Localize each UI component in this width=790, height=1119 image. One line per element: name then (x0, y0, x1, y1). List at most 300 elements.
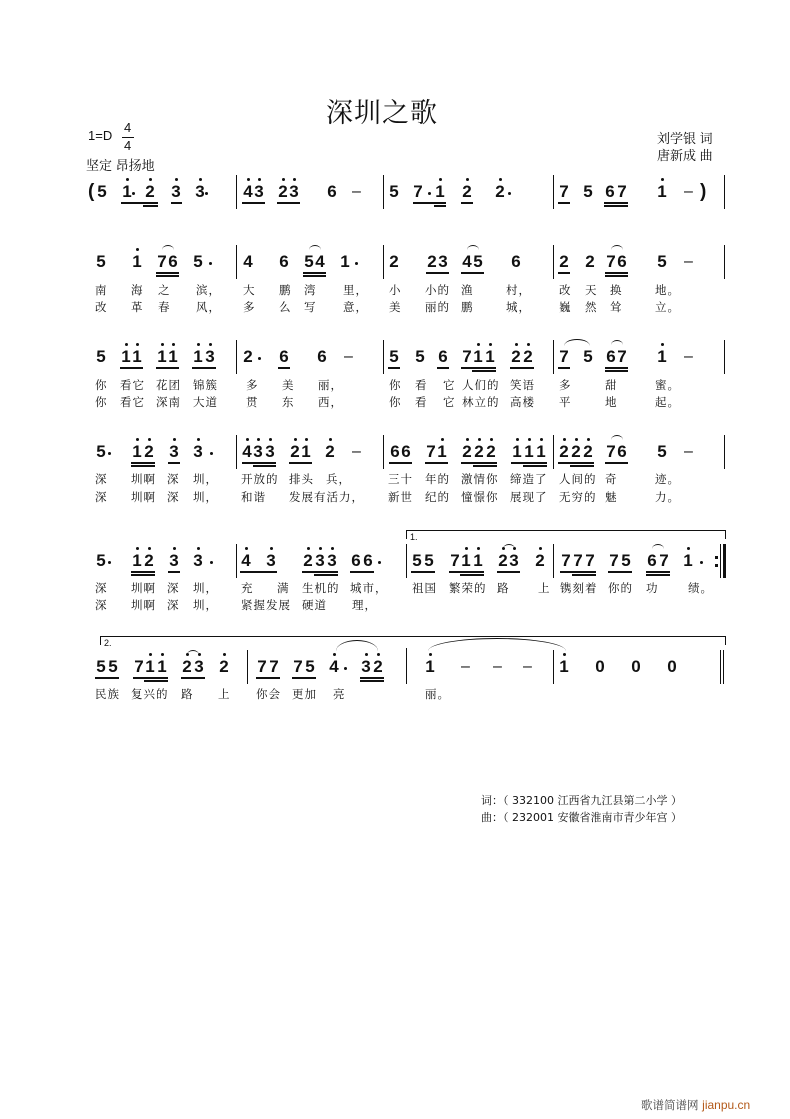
note: 5 (305, 657, 315, 676)
underline-beam (131, 571, 155, 573)
note: 2 (585, 252, 595, 271)
underline-beam (437, 367, 449, 369)
bar-line (724, 175, 725, 209)
note: 5 (657, 252, 667, 271)
augmentation-dot (344, 667, 347, 670)
octave-dot (197, 438, 200, 441)
lyric-syllable: 功 (646, 581, 659, 595)
lyric-syllable: 民族 (95, 687, 120, 701)
note: 5 (193, 252, 203, 271)
lyric-syllable: 圳， (193, 472, 218, 486)
note: 1 (131, 348, 143, 366)
lyric-syllable: 憧憬你 (461, 490, 499, 504)
underline-beam (133, 677, 168, 679)
note: 1 (484, 348, 496, 366)
tie-slur (611, 245, 623, 250)
octave-dot (246, 438, 249, 441)
note: 2 (218, 658, 230, 676)
note: 3 (288, 183, 300, 201)
lyric-syllable: 美 (282, 378, 295, 392)
note: 2 (558, 443, 570, 461)
note: 1 (131, 443, 143, 461)
lyric-syllable: 和谐 (241, 490, 266, 504)
underline-beam (120, 367, 143, 369)
note: 1 (424, 658, 436, 676)
lyric-syllable: 丽的 (425, 300, 450, 314)
underline-beam (523, 465, 547, 467)
key-signature: 1=D (88, 128, 113, 143)
note: 3 (264, 443, 276, 461)
note: 2 (473, 443, 485, 461)
dash-sustain: – (352, 443, 361, 460)
lyric-syllable: 兵， (326, 472, 351, 486)
octave-dot (319, 547, 322, 550)
note: 7 (450, 551, 460, 570)
volta-label-1: 1. (410, 532, 418, 542)
octave-dot (661, 178, 664, 181)
note: 5 (389, 182, 399, 201)
underline-beam (570, 465, 594, 467)
note: 1 (682, 552, 694, 570)
lyric-syllable: 风， (196, 300, 221, 314)
lyric-syllable: 繁荣的 (449, 581, 487, 595)
octave-dot (661, 343, 664, 346)
watermark (641, 1097, 750, 1113)
bar-line (236, 175, 237, 209)
lyric-syllable: 看 (415, 378, 428, 392)
lyric-syllable: 锦簇 (193, 378, 218, 392)
lyric-syllable: 复兴的 (131, 687, 169, 701)
note: 2 (582, 443, 594, 461)
underline-beam (449, 571, 484, 573)
volta-bracket-2 (100, 636, 726, 645)
note: 2 (144, 183, 156, 201)
bar-line (553, 175, 554, 209)
note: 7 (134, 657, 144, 676)
lyric-syllable: 绩。 (688, 581, 713, 595)
note: 3 (438, 252, 448, 271)
lyric-syllable: 紧握发展 (241, 598, 291, 612)
lyric-syllable: 路 (497, 581, 510, 595)
octave-dot (294, 438, 297, 441)
note: 0 (667, 657, 677, 676)
octave-dot (245, 547, 248, 550)
note: 2 (302, 552, 314, 570)
time-signature-top: 4 (124, 120, 132, 135)
octave-dot (575, 438, 578, 441)
note: 5 (96, 657, 106, 676)
note: 7 (617, 347, 627, 366)
lyric-syllable: 里， (343, 283, 368, 297)
octave-dot (223, 653, 226, 656)
note: 3 (314, 552, 326, 570)
note: 1 (156, 348, 168, 366)
octave-dot (539, 547, 542, 550)
underline-beam (144, 680, 168, 682)
note: 1 (472, 348, 484, 366)
lyric-syllable: 写 (304, 300, 317, 314)
note: 7 (559, 347, 569, 366)
note: 6 (279, 347, 289, 366)
lyric-syllable: 平 (559, 395, 572, 409)
note: 6 (617, 252, 627, 271)
note: 6 (511, 252, 521, 271)
lyric-syllable: 圳， (193, 490, 218, 504)
bar-line (553, 245, 554, 279)
augmentation-dot (378, 561, 381, 564)
lyric-syllable: 上 (538, 581, 551, 595)
octave-dot (587, 438, 590, 441)
octave-dot (439, 178, 442, 181)
dash-sustain: – (684, 183, 693, 200)
underline-beam (360, 677, 384, 679)
octave-dot (282, 178, 285, 181)
lyric-syllable: 改 (559, 283, 572, 297)
lyric-syllable: 海 (131, 283, 144, 297)
lyric-syllable: 看它 (120, 395, 145, 409)
lyric-syllable: 年的 (425, 472, 450, 486)
note: 0 (595, 657, 605, 676)
lyric-syllable: 圳啊 (131, 598, 156, 612)
octave-dot (528, 438, 531, 441)
watermark-url: jianpu.cn (702, 1098, 751, 1112)
note: 5 (96, 442, 106, 461)
lyric-syllable: 然 (585, 300, 598, 314)
underline-beam (303, 272, 326, 274)
underline-beam (143, 205, 158, 207)
augmentation-dot (132, 192, 135, 195)
lyric-syllable: 村， (506, 283, 531, 297)
octave-dot (199, 178, 202, 181)
lyric-syllable: 鹏 (461, 300, 474, 314)
note: 2 (243, 347, 253, 366)
underline-beam (472, 370, 496, 372)
lyric-syllable: 多 (243, 300, 256, 314)
note: 7 (561, 551, 571, 570)
note: 1 (144, 658, 156, 676)
octave-dot (477, 343, 480, 346)
note: 5 (473, 252, 483, 271)
note: 2 (510, 348, 522, 366)
octave-dot (563, 653, 566, 656)
lyric-syllable: 高楼 (510, 395, 535, 409)
lyric-syllable: 丽。 (425, 687, 450, 701)
underline-beam (604, 205, 628, 207)
bar-line (383, 340, 384, 374)
underline-beam (560, 571, 596, 573)
lyric-syllable: 南 (95, 283, 108, 297)
lyric-syllable: 城市， (350, 581, 388, 595)
underline-beam (192, 367, 216, 369)
underline-beam (181, 677, 205, 679)
underline-beam (253, 465, 276, 467)
lyric-syllable: 圳， (193, 581, 218, 595)
lyric-syllable: 深 (95, 490, 108, 504)
underline-beam (131, 462, 155, 464)
augmentation-dot (210, 561, 213, 564)
note: 6 (605, 182, 615, 201)
octave-dot (293, 178, 296, 181)
note: 7 (157, 252, 167, 271)
lyric-syllable: 大 (243, 283, 256, 297)
lyric-syllable: 城， (506, 300, 531, 314)
lyric-syllable: 更加 (292, 687, 317, 701)
underline-beam (95, 677, 119, 679)
octave-dot (148, 438, 151, 441)
octave-dot (329, 438, 332, 441)
note: 6 (438, 347, 448, 366)
note: 3 (508, 552, 520, 570)
octave-dot (377, 653, 380, 656)
lyric-syllable: 它 (443, 378, 456, 392)
underline-beam (434, 205, 446, 207)
lyric-syllable: 奇 (605, 472, 618, 486)
dash-sustain: – (352, 183, 361, 200)
note: 4 (241, 443, 253, 461)
underline-beam (497, 571, 520, 573)
lyric-syllable: 深 (167, 472, 180, 486)
bar-line (236, 544, 237, 578)
lyric-syllable: 展现了 (510, 490, 548, 504)
octave-dot (465, 547, 468, 550)
underline-beam (388, 367, 400, 369)
octave-dot (197, 343, 200, 346)
note: 7 (559, 182, 569, 201)
lyric-syllable: 发展有活力， (289, 490, 364, 504)
lyric-syllable: 无穷的 (559, 490, 597, 504)
underline-beam (240, 571, 277, 573)
note: 7 (257, 657, 267, 676)
octave-dot (365, 653, 368, 656)
augmentation-dot (428, 192, 431, 195)
note: 6 (647, 551, 657, 570)
dash-sustain: – (523, 658, 532, 675)
note: 4 (315, 252, 325, 271)
lyric-syllable: 你 (95, 378, 108, 392)
lyric-syllable: 生机的 (302, 581, 340, 595)
note: 7 (573, 551, 583, 570)
underline-beam (278, 367, 290, 369)
lyric-syllable: 深 (95, 581, 108, 595)
lyric-syllable: 满 (277, 581, 290, 595)
lyric-syllable: 上 (218, 687, 231, 701)
note: 5 (96, 551, 106, 570)
dash-sustain: – (461, 658, 470, 675)
lyric-syllable: 路 (181, 687, 194, 701)
lyric-syllable: 缔造了 (510, 472, 548, 486)
underline-beam (277, 202, 300, 204)
bar-line (383, 435, 384, 469)
octave-dot (148, 547, 151, 550)
tie-slur (652, 544, 664, 549)
bar-line (724, 435, 725, 469)
lyric-syllable: 深 (167, 598, 180, 612)
note: 1 (472, 552, 484, 570)
note: 3 (204, 348, 216, 366)
note: 1 (535, 443, 547, 461)
octave-dot (209, 343, 212, 346)
dash-sustain: – (684, 253, 693, 270)
note: 1 (523, 443, 535, 461)
underline-beam (558, 202, 570, 204)
note: 7 (293, 657, 303, 676)
watermark-site-name: 歌谱简谱网 (641, 1098, 699, 1112)
lyric-syllable: 看 (415, 395, 428, 409)
lyric-syllable: 深 (167, 490, 180, 504)
lyric-syllable: 亮 (333, 687, 346, 701)
note: 1 (192, 348, 204, 366)
lyric-syllable: 春 (158, 300, 171, 314)
underline-beam (302, 571, 338, 573)
note: 5 (412, 551, 422, 570)
note: 6 (327, 182, 337, 201)
augmentation-dot (210, 452, 213, 455)
note: 1 (558, 658, 570, 676)
note: 4 (462, 252, 472, 271)
note: 5 (108, 657, 118, 676)
note: 6 (317, 347, 327, 366)
lyric-syllable: 湾 (304, 283, 317, 297)
tie-slur (162, 245, 174, 250)
lyric-syllable: 地。 (655, 283, 680, 297)
lyric-syllable: 滨， (196, 283, 221, 297)
octave-dot (270, 547, 273, 550)
underline-beam (608, 571, 632, 573)
note: 3 (252, 443, 264, 461)
octave-dot (257, 438, 260, 441)
note: 2 (485, 443, 497, 461)
note: 1 (121, 183, 133, 201)
lyric-syllable: 鹏 (279, 283, 292, 297)
lyric-syllable: 圳啊 (131, 472, 156, 486)
lyric-syllable: 巍 (559, 300, 572, 314)
note: 6 (279, 252, 289, 271)
note: 5 (415, 347, 425, 366)
lyric-syllable: 林立的 (462, 395, 500, 409)
note: 1 (340, 252, 350, 271)
note: 1 (131, 253, 143, 271)
lyric-syllable: 你 (389, 378, 402, 392)
close-paren: ) (700, 181, 707, 202)
note: 2 (534, 552, 546, 570)
note: 2 (497, 552, 509, 570)
underline-beam (360, 680, 384, 682)
lyric-syllable: 圳啊 (131, 581, 156, 595)
note: 7 (269, 657, 279, 676)
note: 3 (168, 443, 180, 461)
octave-dot (175, 178, 178, 181)
note: 3 (326, 552, 338, 570)
note: 6 (390, 442, 400, 461)
bar-line (247, 650, 248, 684)
note: 1 (167, 348, 179, 366)
lyricist-credit: 刘学银 词 (657, 131, 713, 146)
octave-dot (563, 438, 566, 441)
note: 5 (96, 252, 106, 271)
underline-beam (350, 571, 374, 573)
octave-dot (173, 438, 176, 441)
underline-beam (461, 462, 497, 464)
underline-beam (473, 465, 497, 467)
lyric-syllable: 看它 (120, 378, 145, 392)
octave-dot (527, 343, 530, 346)
bar-line (720, 544, 721, 578)
final-bar (723, 650, 724, 684)
note: 5 (389, 347, 399, 366)
tie-slur (564, 339, 590, 346)
underline-beam (558, 367, 570, 369)
final-repeat-bar (723, 544, 726, 578)
lyric-syllable: 起。 (655, 395, 680, 409)
lyric-syllable: 花团 (156, 378, 181, 392)
octave-dot (490, 438, 493, 441)
underline-beam (511, 462, 547, 464)
note: 2 (324, 443, 336, 461)
tie-slur (309, 245, 321, 250)
underline-beam (461, 367, 496, 369)
lyric-syllable: 笑语 (510, 378, 535, 392)
lyric-syllable: 之 (158, 283, 171, 297)
underline-beam (558, 272, 570, 274)
note: 0 (631, 657, 641, 676)
lyric-syllable: 深 (95, 598, 108, 612)
lyric-syllable: 美 (389, 300, 402, 314)
note: 7 (609, 551, 619, 570)
underline-beam (605, 272, 628, 274)
octave-dot (269, 438, 272, 441)
note: 3 (192, 443, 204, 461)
note: 2 (461, 183, 473, 201)
lyric-syllable: 祖国 (412, 581, 437, 595)
lyric-syllable: 意， (343, 300, 368, 314)
underline-beam (605, 367, 628, 369)
lyric-syllable: 圳， (193, 598, 218, 612)
lyric-syllable: 理， (352, 598, 377, 612)
note: 7 (426, 442, 436, 461)
lyric-syllable: 多 (559, 378, 572, 392)
lyric-syllable: 三十 (388, 472, 413, 486)
note: 2 (570, 443, 582, 461)
lyric-syllable: 小 (389, 283, 402, 297)
octave-dot (136, 547, 139, 550)
repeat-dot (715, 556, 718, 559)
note: 5 (304, 252, 314, 271)
bar-line (236, 435, 237, 469)
underline-beam (646, 571, 670, 573)
note: 1 (300, 443, 312, 461)
lyric-syllable: 人间的 (559, 472, 597, 486)
lyric-syllable: 镌刻着 (560, 581, 598, 595)
lyric-syllable: 充 (241, 581, 254, 595)
bar-line (724, 245, 725, 279)
octave-dot (466, 438, 469, 441)
underline-beam (168, 462, 180, 464)
note: 1 (460, 552, 472, 570)
tie-slur (467, 245, 479, 250)
lyric-syllable: 人们的 (462, 378, 500, 392)
lyric-syllable: 深 (167, 581, 180, 595)
note: 1 (120, 348, 132, 366)
underline-beam (461, 272, 484, 274)
octave-dot (197, 547, 200, 550)
tie-slur (611, 340, 623, 345)
underline-beam (156, 275, 179, 277)
underline-beam (292, 677, 316, 679)
bar-line (406, 648, 407, 684)
note: 5 (621, 551, 631, 570)
note: 1 (434, 183, 446, 201)
octave-dot (136, 248, 139, 251)
